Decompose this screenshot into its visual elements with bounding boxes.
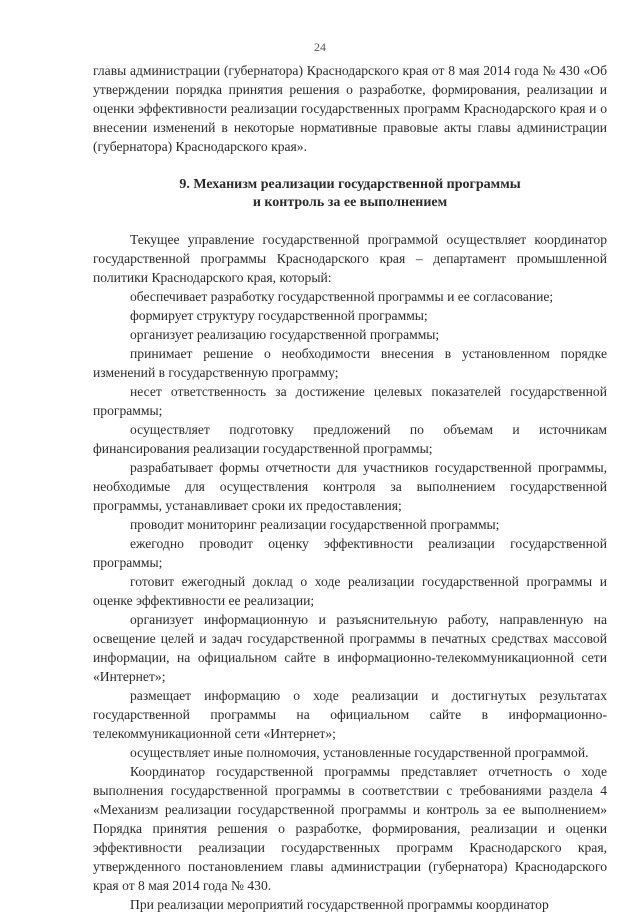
paragraph: проводит мониторинг реализации государственной программы; bbox=[130, 517, 500, 532]
page-number: 24 bbox=[314, 40, 326, 54]
paragraph: ежегодно проводит оценку эффективности реализации государственной программы; bbox=[93, 536, 607, 570]
paragraph: При реализации мероприятий государственной программы координатор bbox=[130, 897, 549, 912]
intro-paragraph: главы администрации (губернатора) Краснодарского края от 8 мая 2014 года № 430 «Об утверждении порядка принятия решения о разработке, формирования, реализации и оценки эффективности реализации государственных программ Краснодарского края и о внесении изменений в некоторые нормативные правовые акты главы администрации (губернатора) Краснодарского края». bbox=[93, 63, 607, 154]
paragraph: организует реализацию государственной программы; bbox=[130, 327, 440, 342]
paragraph: готовит ежегодный доклад о ходе реализации государственной программы и оценке эффективности ее реализации; bbox=[93, 574, 607, 608]
section-heading bbox=[93, 176, 607, 212]
paragraph: размещает информацию о ходе реализации и достигнутых результатах государственной программы на официальном сайте в информационно-телекоммуникационной сети «Интернет»; bbox=[93, 688, 607, 741]
paragraph: осуществляет подготовку предложений по объемам и источникам финансирования реализации государственной программы; bbox=[93, 422, 607, 456]
paragraph: формирует структуру государственной программы; bbox=[130, 308, 428, 323]
section-heading-line-2: и контроль за ее выполнением bbox=[252, 195, 448, 210]
paragraph: Текущее управление государственной программой осуществляет координатор государственной программы Краснодарского края – департамент промышленной политики Краснодарского края, который: bbox=[93, 232, 607, 285]
section-heading-line-1: 9. Механизм реализации государственной программы bbox=[179, 177, 521, 192]
paragraph: несет ответственность за достижение целевых показателей государственной программы; bbox=[93, 384, 607, 418]
paragraph: осуществляет иные полномочия, установленные государственной программой. bbox=[130, 745, 589, 760]
paragraph: обеспечивает разработку государственной программы и ее согласование; bbox=[130, 289, 554, 304]
paragraph: организует информационную и разъяснительную работу, направленную на освещение целей и задач государственной программы в печатных средствах массовой информации, на официальном сайте в информационно-телекоммуникационной сети «Интернет»; bbox=[93, 612, 607, 684]
paragraph: принимает решение о необходимости внесения в установленном порядке изменений в государственную программу; bbox=[93, 346, 607, 380]
paragraph: разрабатывает формы отчетности для участников государственной программы, необходимые для осуществления контроля за выполнением государственной программы, устанавливает сроки их предоставления; bbox=[93, 460, 607, 513]
document-body bbox=[93, 61, 607, 914]
paragraph: Координатор государственной программы представляет отчетность о ходе выполнения государственной программы в соответствии с требованиями раздела 4 «Механизм реализации государственной программы и контроль за ее выполнением» Порядка принятия решения о разработке, формирования, реализации и оценки эффективности реализации государственных программ Краснодарского края, утвержденного постановлением главы администрации (губернатора) Краснодарского края от 8 мая 2014 года № 430. bbox=[93, 764, 607, 893]
